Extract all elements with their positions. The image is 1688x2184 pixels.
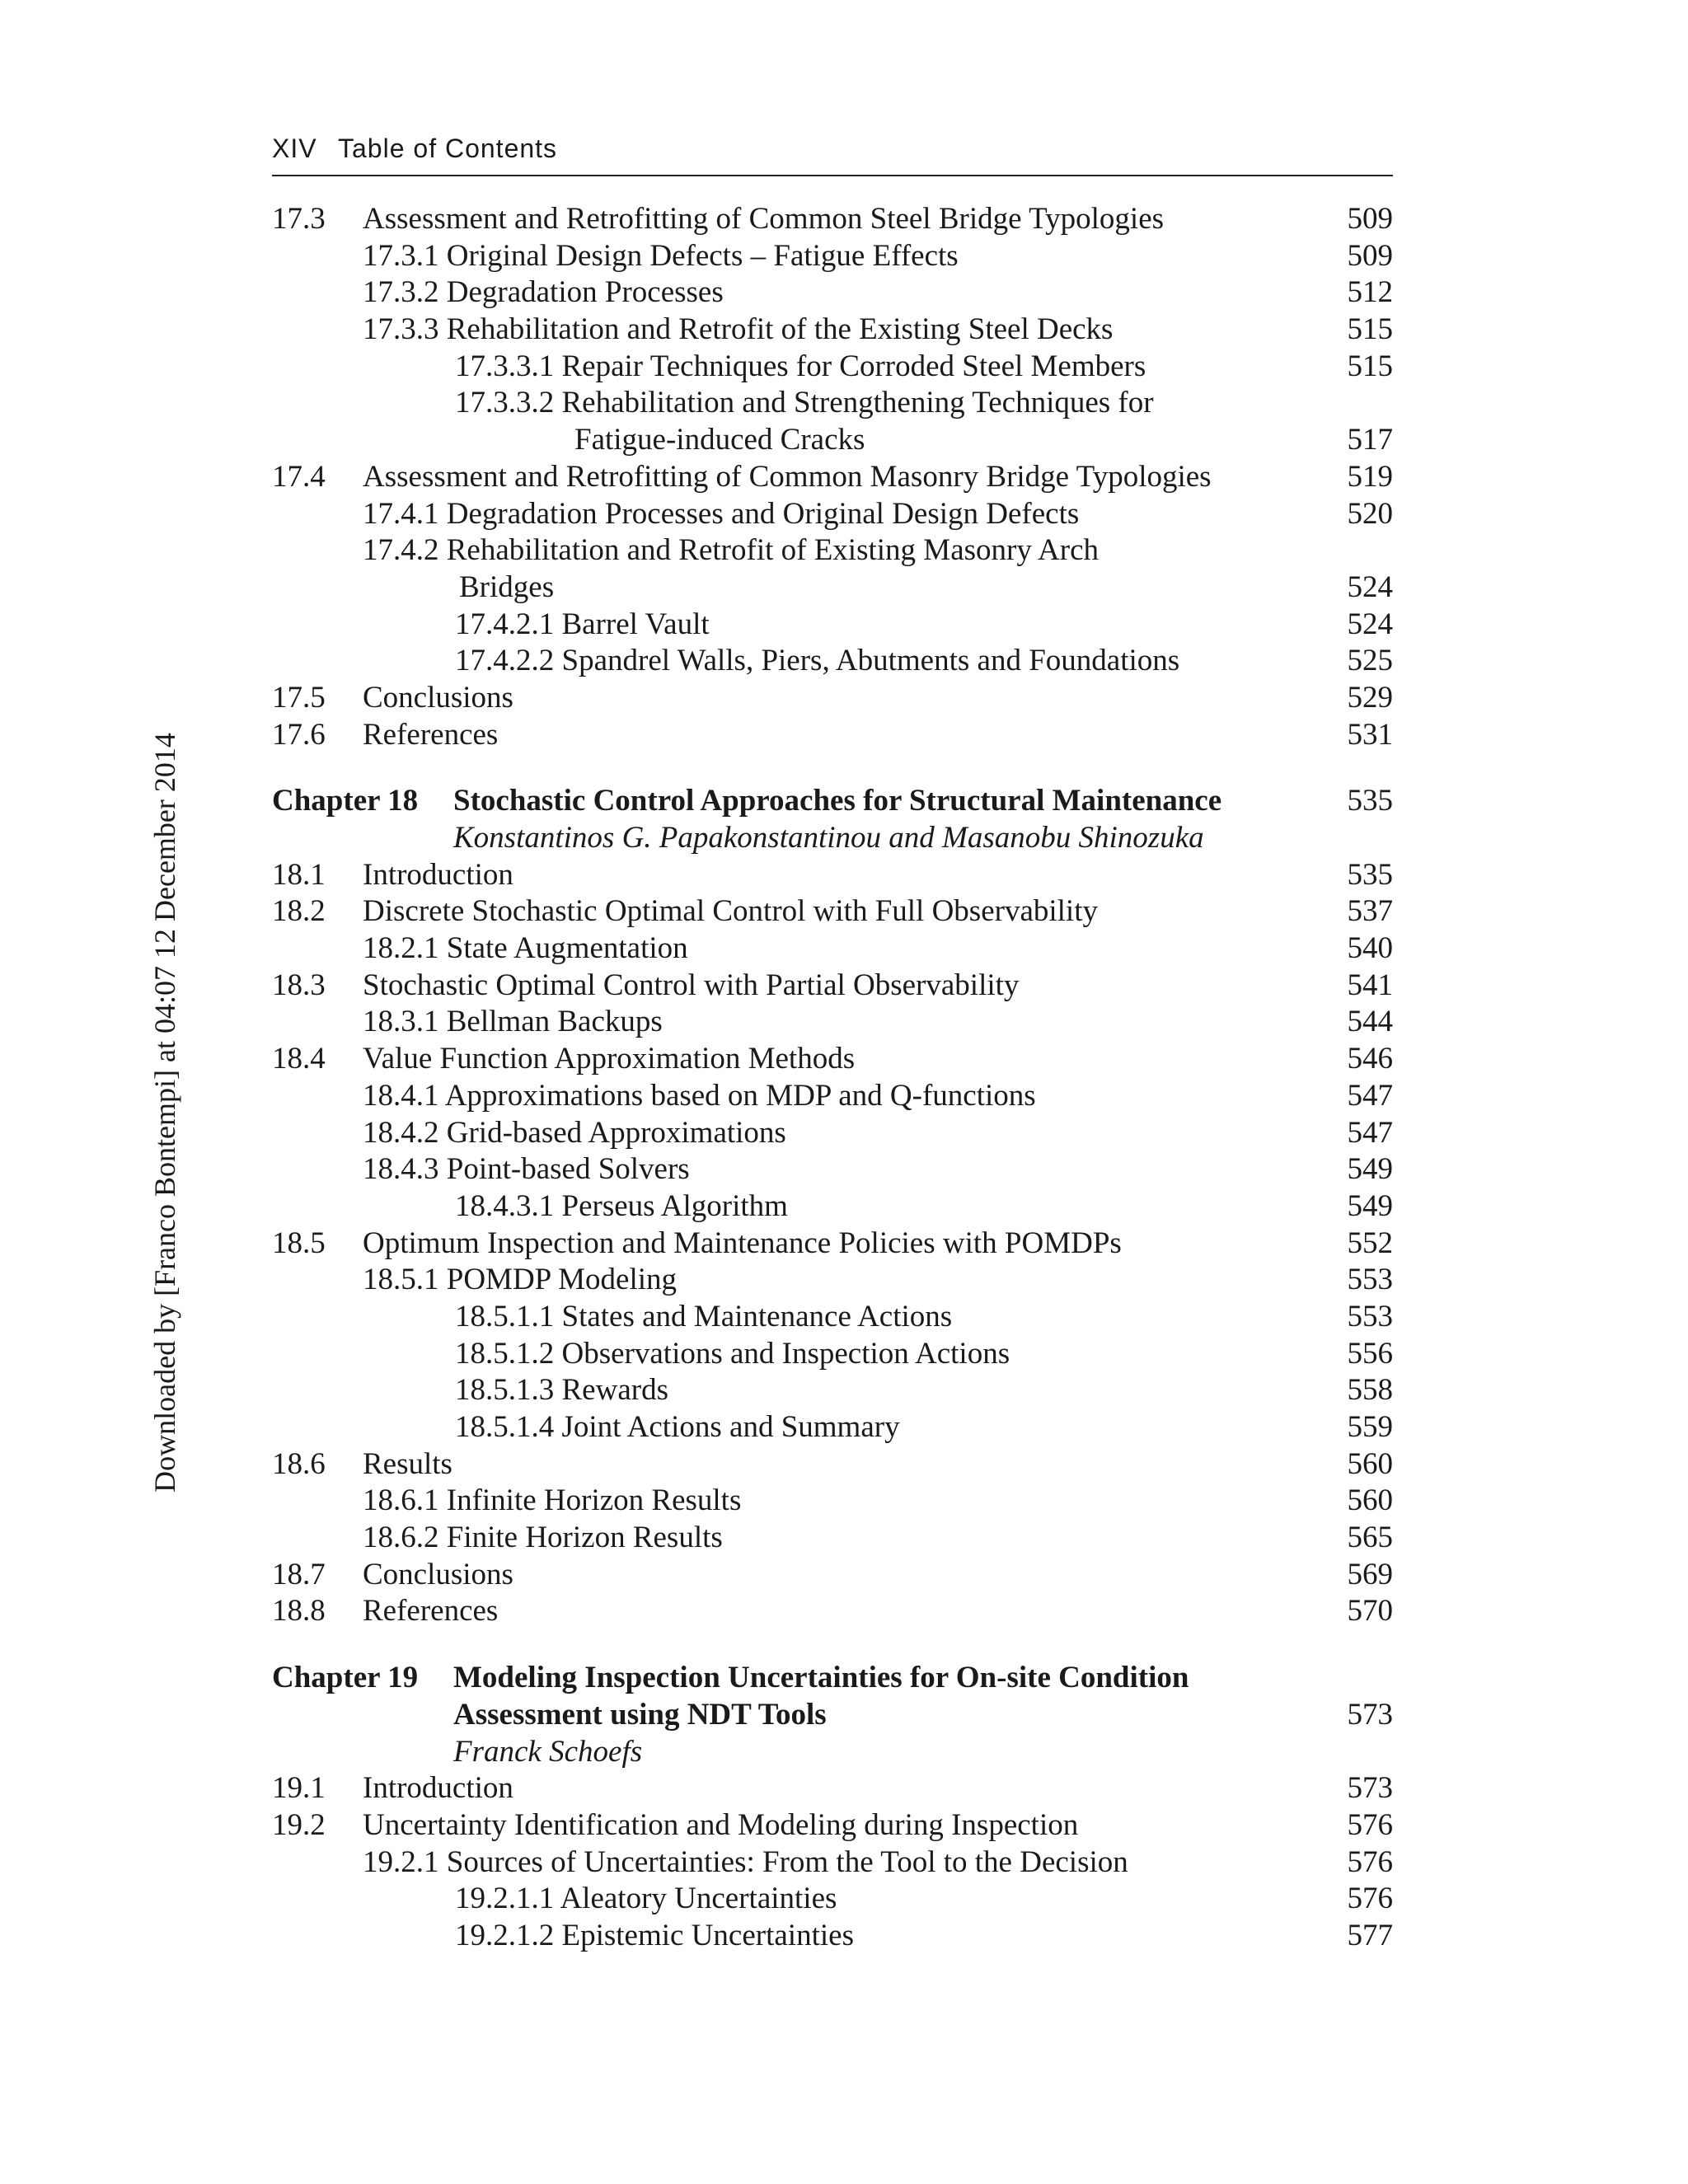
toc-entry <box>272 1881 1393 1918</box>
toc-entry <box>272 1336 1393 1373</box>
toc-entry <box>272 968 1393 1005</box>
entry-page-number: 559 <box>1347 1410 1393 1444</box>
entry-title: 17.4.2.2 Spandrel Walls, Piers, Abutments and Foundations <box>455 644 1180 678</box>
entry-page-number: 517 <box>1347 423 1393 457</box>
page-numeral: XIV <box>272 134 317 163</box>
entry-number: 18.4 <box>272 1042 326 1076</box>
entry-title: 18.4.3.1 Perseus Algorithm <box>455 1188 788 1223</box>
entry-title: Bridges <box>459 569 555 604</box>
entry-page-number: 519 <box>1347 459 1393 494</box>
toc-entry <box>272 1226 1393 1263</box>
toc-entry <box>272 643 1393 680</box>
toc-entry <box>272 1483 1393 1520</box>
entry-title: 18.2.1 State Augmentation <box>363 931 688 966</box>
entry-page-number: 560 <box>1347 1446 1393 1481</box>
entry-page-number: 520 <box>1347 496 1393 531</box>
toc-entry <box>272 385 1393 422</box>
toc-entry <box>272 459 1393 496</box>
entry-page-number: 569 <box>1347 1557 1393 1591</box>
entry-number: 17.6 <box>272 717 326 752</box>
entry-page-number: 515 <box>1347 349 1393 383</box>
entry-title: Konstantinos G. Papakonstantinou and Masanobu Shinozuka <box>453 821 1204 855</box>
toc-entry <box>272 1409 1393 1446</box>
toc-entry <box>272 532 1393 569</box>
entry-page-number: 535 <box>1347 784 1393 818</box>
entry-title: Conclusions <box>363 680 513 715</box>
entry-title: 17.3.3.1 Repair Techniques for Corroded Steel Members <box>455 349 1146 383</box>
entry-page-number: 544 <box>1347 1005 1393 1039</box>
entry-page-number: 556 <box>1347 1336 1393 1371</box>
toc-entry <box>272 1078 1393 1115</box>
entry-number: 19.2 <box>272 1807 326 1842</box>
entry-title: Fatigue-induced Cracks <box>574 423 865 457</box>
toc-entry <box>272 1697 1393 1734</box>
entry-page-number: 576 <box>1347 1807 1393 1842</box>
toc-entry <box>272 569 1393 607</box>
entry-page-number: 509 <box>1347 202 1393 236</box>
toc-entry <box>272 1770 1393 1807</box>
entry-title: References <box>363 717 499 752</box>
toc-entry <box>272 820 1393 857</box>
toc-entry <box>272 1446 1393 1483</box>
entry-number: Chapter 18 <box>272 784 419 818</box>
toc-entry <box>272 783 1393 820</box>
entry-title: 19.2.1.1 Aleatory Uncertainties <box>455 1882 837 1916</box>
entry-page-number: 573 <box>1347 1697 1393 1732</box>
entry-title: Stochastic Control Approaches for Structural Maintenance <box>453 784 1222 818</box>
entry-page-number: 570 <box>1347 1594 1393 1629</box>
toc-entry <box>272 1807 1393 1844</box>
entry-title: Value Function Approximation Methods <box>363 1042 856 1076</box>
running-title: Table of Contents <box>338 134 558 163</box>
toc-entry <box>272 607 1393 644</box>
entry-page-number: 552 <box>1347 1226 1393 1260</box>
entry-number: 17.4 <box>272 459 326 494</box>
entry-number: 18.6 <box>272 1446 326 1481</box>
entry-page-number: 540 <box>1347 931 1393 966</box>
toc-entry <box>272 680 1393 717</box>
entry-title: 18.3.1 Bellman Backups <box>363 1005 663 1039</box>
toc-entry <box>272 893 1393 930</box>
toc-entry <box>272 1299 1393 1336</box>
entry-page-number: 546 <box>1347 1042 1393 1076</box>
entry-title: Optimum Inspection and Maintenance Policies with POMDPs <box>363 1226 1122 1260</box>
toc-entry <box>272 349 1393 386</box>
entry-page-number: 553 <box>1347 1299 1393 1333</box>
toc-entry <box>272 1593 1393 1630</box>
entry-title: 17.3.2 Degradation Processes <box>363 275 724 310</box>
entry-title: 18.4.3 Point-based Solvers <box>363 1152 690 1187</box>
entry-page-number: 565 <box>1347 1521 1393 1555</box>
entry-title: References <box>363 1594 499 1629</box>
download-watermark: Downloaded by [Franco Bontempi] at 04:07 12 December 2014 <box>148 733 181 1493</box>
toc-entry <box>272 717 1393 754</box>
entry-title: Conclusions <box>363 1557 513 1591</box>
entry-title: Results <box>363 1446 452 1481</box>
toc-entry <box>272 1557 1393 1594</box>
entry-page-number: 553 <box>1347 1263 1393 1297</box>
toc-entry <box>272 1188 1393 1226</box>
toc-entry <box>272 1734 1393 1771</box>
toc-entry <box>272 238 1393 275</box>
entry-title: 18.5.1.4 Joint Actions and Summary <box>455 1410 900 1444</box>
toc-entry <box>272 1660 1393 1697</box>
toc-entry <box>272 1918 1393 1955</box>
entry-number: 17.5 <box>272 680 326 715</box>
toc-entry <box>272 1041 1393 1078</box>
entry-page-number: 560 <box>1347 1483 1393 1518</box>
entry-title: 18.6.2 Finite Horizon Results <box>363 1521 723 1555</box>
entry-page-number: 512 <box>1347 275 1393 310</box>
entry-title: 17.4.1 Degradation Processes and Original Design Defects <box>363 496 1080 531</box>
entry-number: Chapter 19 <box>272 1661 419 1695</box>
toc-entry <box>272 1262 1393 1299</box>
entry-number: 18.8 <box>272 1594 326 1629</box>
entry-page-number: 547 <box>1347 1115 1393 1150</box>
entry-title: Assessment and Retrofitting of Common Steel Bridge Typologies <box>363 202 1165 236</box>
entry-page-number: 525 <box>1347 644 1393 678</box>
toc-entry <box>272 1844 1393 1882</box>
toc-entry <box>272 274 1393 312</box>
entry-number: 18.5 <box>272 1226 326 1260</box>
entry-page-number: 573 <box>1347 1771 1393 1806</box>
entry-page-number: 549 <box>1347 1152 1393 1187</box>
entry-page-number: 529 <box>1347 680 1393 715</box>
entry-title: 17.3.1 Original Design Defects – Fatigue Effects <box>363 238 959 273</box>
entry-title: Modeling Inspection Uncertainties for On-site Condition <box>453 1661 1189 1695</box>
toc-entry <box>272 857 1393 894</box>
page-header <box>272 132 1393 176</box>
toc-entry <box>272 422 1393 459</box>
table-of-contents <box>272 201 1393 1955</box>
entry-page-number: 558 <box>1347 1373 1393 1408</box>
entry-title: Assessment using NDT Tools <box>453 1697 827 1732</box>
entry-number: 17.3 <box>272 202 326 236</box>
entry-title: 17.3.3.2 Rehabilitation and Strengthening Techniques for <box>455 386 1154 420</box>
toc-entry <box>272 1520 1393 1557</box>
entry-title: 17.4.2 Rehabilitation and Retrofit of Existing Masonry Arch <box>363 533 1100 568</box>
entry-page-number: 515 <box>1347 312 1393 347</box>
entry-title: 18.6.1 Infinite Horizon Results <box>363 1483 742 1518</box>
entry-page-number: 549 <box>1347 1188 1393 1223</box>
entry-number: 18.7 <box>272 1557 326 1591</box>
entry-number: 18.3 <box>272 968 326 1002</box>
entry-page-number: 524 <box>1347 569 1393 604</box>
entry-title: 19.2.1 Sources of Uncertainties: From the Tool to the Decision <box>363 1844 1128 1879</box>
entry-page-number: 541 <box>1347 968 1393 1002</box>
entry-title: Introduction <box>363 1771 513 1806</box>
entry-title: 18.5.1 POMDP Modeling <box>363 1263 678 1297</box>
entry-title: 17.3.3 Rehabilitation and Retrofit of the Existing Steel Decks <box>363 312 1114 347</box>
entry-page-number: 576 <box>1347 1882 1393 1916</box>
entry-title: 18.5.1.2 Observations and Inspection Actions <box>455 1336 1010 1371</box>
entry-number: 19.1 <box>272 1771 326 1806</box>
toc-entry <box>272 201 1393 238</box>
toc-entry <box>272 930 1393 968</box>
toc-entry <box>272 1115 1393 1152</box>
entry-page-number: 531 <box>1347 717 1393 752</box>
entry-title: Introduction <box>363 857 513 892</box>
entry-title: Discrete Stochastic Optimal Control with Full Observability <box>363 894 1098 929</box>
entry-page-number: 537 <box>1347 894 1393 929</box>
entry-page-number: 535 <box>1347 857 1393 892</box>
entry-title: 18.4.1 Approximations based on MDP and Q-functions <box>363 1078 1036 1113</box>
entry-title: Assessment and Retrofitting of Common Masonry Bridge Typologies <box>363 459 1212 494</box>
toc-entry <box>272 1372 1393 1409</box>
entry-page-number: 577 <box>1347 1918 1393 1952</box>
entry-page-number: 524 <box>1347 607 1393 641</box>
entry-title: 18.4.2 Grid-based Approximations <box>363 1115 786 1150</box>
entry-number: 18.2 <box>272 894 326 929</box>
entry-number: 18.1 <box>272 857 326 892</box>
entry-title: Franck Schoefs <box>453 1734 643 1769</box>
toc-entry <box>272 1151 1393 1188</box>
toc-entry <box>272 312 1393 349</box>
entry-title: 18.5.1.3 Rewards <box>455 1373 668 1408</box>
toc-entry <box>272 496 1393 533</box>
entry-title: 18.5.1.1 States and Maintenance Actions <box>455 1299 953 1333</box>
entry-page-number: 576 <box>1347 1844 1393 1879</box>
entry-page-number: 547 <box>1347 1078 1393 1113</box>
toc-entry <box>272 1004 1393 1041</box>
entry-title: 17.4.2.1 Barrel Vault <box>455 607 710 641</box>
entry-title: Stochastic Optimal Control with Partial Observability <box>363 968 1020 1002</box>
entry-title: 19.2.1.2 Epistemic Uncertainties <box>455 1918 854 1952</box>
entry-page-number: 509 <box>1347 238 1393 273</box>
entry-title: Uncertainty Identification and Modeling during Inspection <box>363 1807 1079 1842</box>
